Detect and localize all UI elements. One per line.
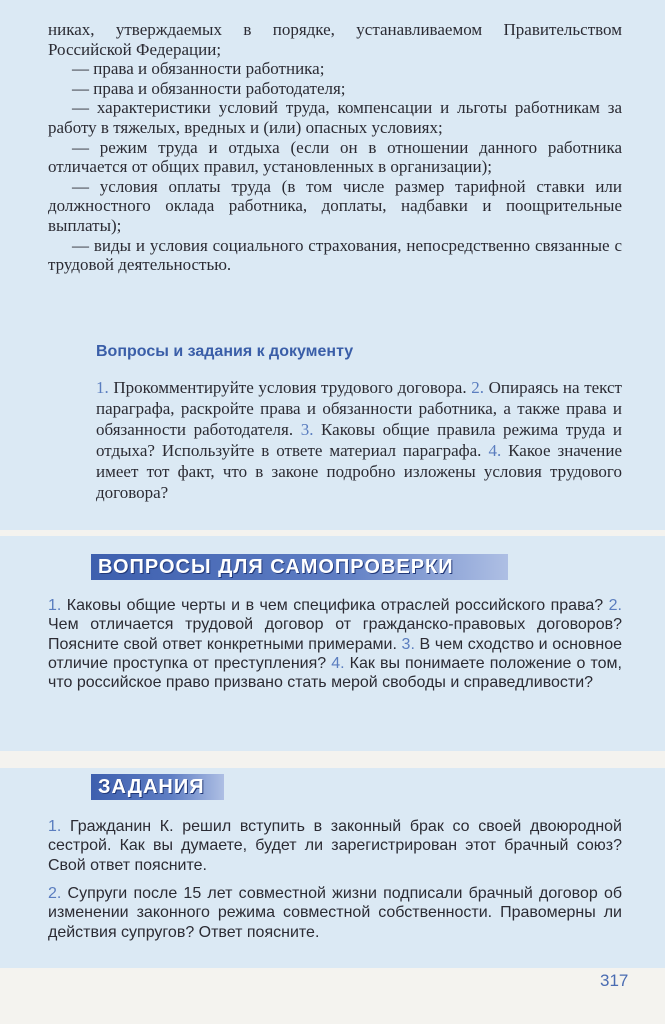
self-check-number: 3. (401, 635, 415, 653)
task-item (48, 884, 622, 942)
self-check-number: 1. (48, 597, 62, 614)
document-list-item: — условия оплаты труда (в том числе размер тарифной ставки или должностного оклада работника, доплаты, надбавки и поощрительные выплаты); (48, 176, 622, 235)
page-number: 317 (600, 971, 629, 990)
tasks-heading: ЗАДАНИЯ (91, 774, 224, 800)
self-check-number: 4. (331, 654, 345, 672)
self-check-text: В чем сходство и основное отличие проступка от преступления? (48, 635, 623, 672)
question-text: Каковы общие правила режима труда и отдыха? Используйте в ответе материал параграфа. (96, 420, 622, 460)
question-number: 4. (488, 441, 502, 460)
document-paragraph: никах, утверждаемых в порядке, устанавливаемом Правительством Российской Федерации; (48, 20, 622, 59)
self-check-heading: ВОПРОСЫ ДЛЯ САМОПРОВЕРКИ (91, 554, 508, 580)
question-number: 3. (300, 420, 314, 439)
document-list-item: — права и обязанности работодателя; (72, 78, 346, 98)
document-list-item: — виды и условия социального страхования, непосредственно связанные с трудовой деятельностью. (48, 235, 622, 275)
question-number: 2. (471, 378, 484, 397)
task-item (48, 817, 622, 875)
document-list-item: — режим труда и отдыха (если он в отношении данного работника отличается от общих правил, установленных в организации); (48, 137, 622, 177)
document-text (48, 20, 622, 275)
self-check-questions (48, 596, 622, 692)
self-check-text: Чем отличается трудовой договор от гражданско-правовых договоров? Поясните свой ответ конкретными примерами. (48, 616, 622, 653)
question-number: 1. (96, 378, 109, 397)
self-check-text: Как вы понимаете положение о том, что российское право призвано стать мерой свободы и справедливости? (48, 654, 622, 692)
document-list-item: — характеристики условий труда, компенсации и льготы работникам за работу в тяжелых, вредных и (или) опасных условиях; (48, 98, 622, 137)
document-questions-title: Вопросы и задания к документу (96, 343, 354, 360)
task-text: Супруги после 15 лет совместной жизни подписали брачный договор об изменении законного режима совместной собственности. Правомерны ли действия супругов? Ответ поясните. (48, 885, 622, 941)
task-text: Гражданин К. решил вступить в законный брак со своей двоюродной сестрой. Как вы думаете, будет ли зарегистрирован этот брачный союз? Свой ответ поясните. (48, 818, 622, 874)
task-number: 1. (48, 818, 62, 835)
self-check-text: Каковы общие черты и в чем специфика отраслей российского права? (61, 597, 609, 614)
question-text: Какое значение имеет тот факт, что в законе подробно изложены условия трудового договора? (96, 441, 622, 502)
document-questions (96, 377, 622, 503)
task-number: 2. (48, 885, 62, 902)
question-text: Опираясь на текст параграфа, раскройте права и обязанности работника, а также права и обязанности работодателя. (96, 378, 622, 439)
self-check-number: 2. (608, 597, 622, 614)
document-list-item: — права и обязанности работника; (72, 59, 325, 79)
question-text: Прокомментируйте условия трудового договора. (108, 378, 472, 397)
